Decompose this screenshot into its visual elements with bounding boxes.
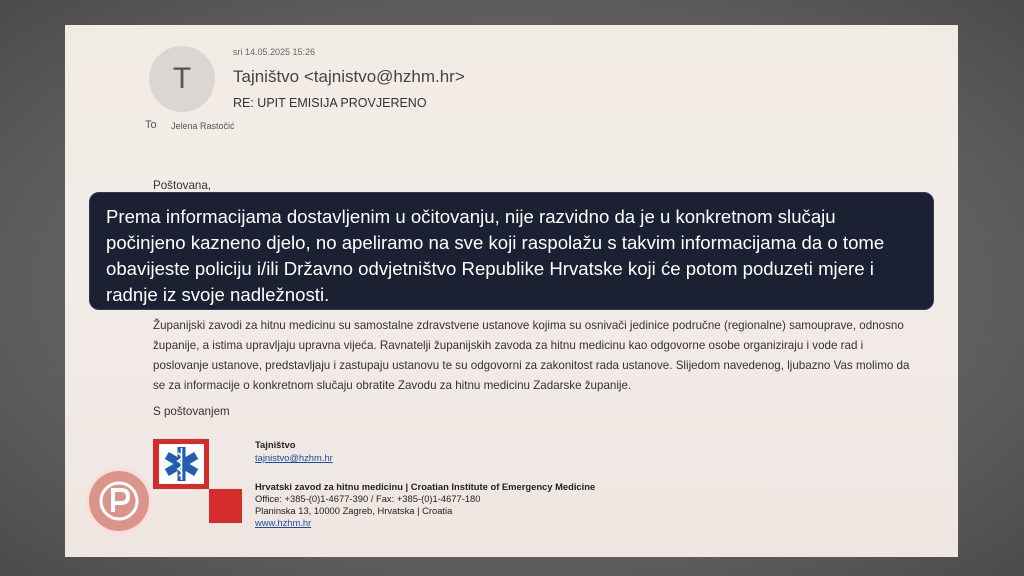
avatar-letter: T [172, 62, 192, 95]
signature-organization: Hrvatski zavod za hitnu medicinu | Croatian Institute of Emergency Medicine [255, 481, 596, 492]
star-of-life-icon [153, 439, 248, 527]
provjereno-logo-icon [86, 468, 152, 534]
to-recipient: Jelena Rastočić [171, 121, 235, 131]
signature-name: Tajništvo [255, 439, 296, 450]
signature-address: Planinska 13, 10000 Zagreb, Hrvatska | Croatia [255, 505, 453, 516]
email-greeting: Poštovana, [153, 179, 212, 192]
to-label: To [145, 119, 157, 131]
signature-email-link[interactable]: tajnistvo@hzhm.hr [255, 452, 333, 463]
brand-p-icon [97, 479, 141, 523]
signature-phone: Office: +385-(0)1-4677-390 / Fax: +385-(0)1-4677-180 [255, 493, 481, 504]
sender-avatar [149, 46, 215, 112]
email-date: sri 14.05.2025 15:26 [233, 47, 316, 57]
signature-website-link[interactable]: www.hzhm.hr [255, 517, 312, 528]
quote-caption [89, 192, 934, 310]
email-subject: RE: UPIT EMISIJA PROVJERENO [233, 96, 427, 110]
caption-text: Prema informacijama dostavljenim u očitovanju, nije razvidno da je u konkretnom slučaju počinjeno kazneno djelo, no apeliramo na sve koji raspolažu s takvim informacijama da o tome obavijeste policiju i/ili Državno odvjetništvo Republike Hrvatske koji će potom poduzeti mjere i radnje iz svoje nadležnosti. [106, 206, 885, 305]
email-paragraph: Županijski zavodi za hitnu medicinu su samostalne zdravstvene ustanove kojima su osnivači jedinice područne (regionalne) samouprave, odnosno županije, a istima upravljaju upravna vijeća. Ravnatelji županijskih zavoda za hitnu medicinu kao odgovorne osobe organiziraju i vode rad i poslovanje ustanove, predstavljaju i zastupaju ustanovu te su odgovorni za zakonitost rada ustanove. Slijedom navedenog, ljubazno Vas molimo da se za informacije o konkretnom slučaju obratite Zavodu za hitnu medicinu Zadarske županije. [153, 319, 910, 392]
email-signoff: S poštovanjem [153, 405, 230, 418]
email-from: Tajništvo <tajnistvo@hzhm.hr> [233, 67, 465, 86]
